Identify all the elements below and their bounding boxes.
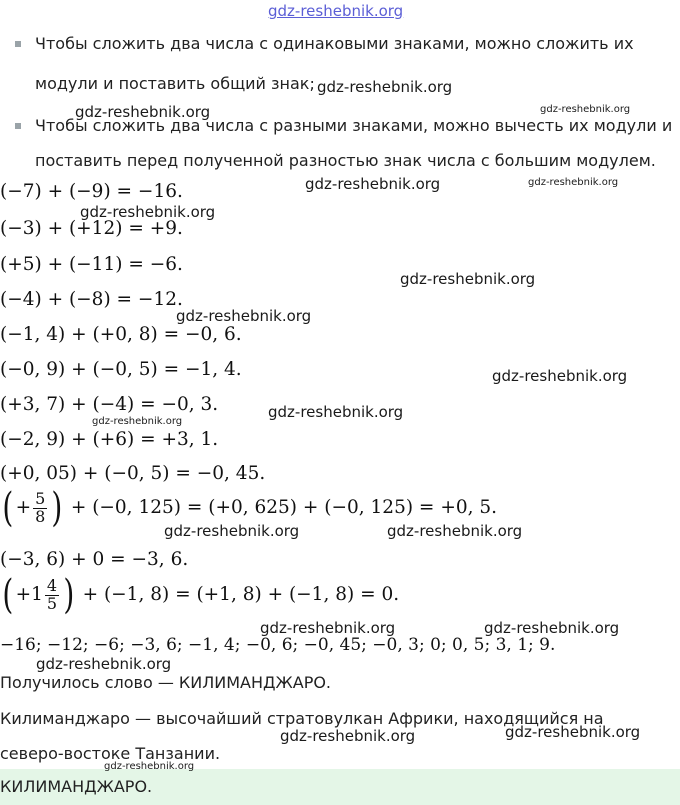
watermark: gdz-reshebnik.org [280, 727, 416, 745]
watermark-top[interactable]: gdz-reshebnik.org [268, 2, 404, 20]
equation-10: (−3, 6) + 0 = −3, 6. [0, 549, 189, 570]
equation-3: (+5) + (−11) = −6. [0, 254, 183, 275]
fraction-sign: + [15, 497, 32, 518]
equation-1: (−7) + (−9) = −16. [0, 181, 183, 202]
watermark: gdz-reshebnik.org [75, 103, 211, 121]
equation-8: (−2, 9) + (+6) = +3, 1. [0, 429, 219, 450]
equation-fraction-1: ( + $\frac{5}{8}$ ) + (−0, 125) = (+0, 625) + (−0, 125) = +0, 5. [2, 485, 497, 531]
watermark: gdz-reshebnik.org [92, 416, 183, 427]
equation-fraction-2-rest: + (−1, 8) = (+1, 8) + (−1, 8) = 0. [82, 584, 400, 605]
watermark: gdz-reshebnik.org [164, 522, 300, 540]
watermark: gdz-reshebnik.org [387, 522, 523, 540]
equation-6: (−0, 9) + (−0, 5) = −1, 4. [0, 359, 242, 380]
fraction-numerator: 5 [35, 488, 46, 508]
rule-2-line-1: Чтобы сложить два числа с разными знаками, можно вычесть их модули и [35, 116, 673, 135]
watermark: gdz-reshebnik.org [540, 104, 631, 115]
rule-2-line-2: поставить перед полученной разностью знак числа с большим модулем. [35, 151, 656, 170]
fraction-denominator: 8 [35, 506, 46, 526]
equation-fraction-2: ( +1 $\frac{4}{5}$ ) + (−1, 8) = (+1, 8) + (−1, 8) = 0. [2, 572, 400, 618]
watermark: gdz-reshebnik.org [317, 78, 453, 96]
watermark: gdz-reshebnik.org [36, 655, 172, 673]
fraction-sign: +1 [15, 584, 43, 605]
result-line: Получилось слово — КИЛИМАНДЖАРО. [0, 673, 332, 692]
rule-1-line-1: Чтобы сложить два числа с одинаковыми знаками, можно сложить их [35, 34, 634, 53]
watermark: gdz-reshebnik.org [484, 619, 620, 637]
watermark: gdz-reshebnik.org [260, 619, 396, 637]
equation-fraction-1-rest: + (−0, 125) = (+0, 625) + (−0, 125) = +0, 5. [70, 497, 497, 518]
watermark: gdz-reshebnik.org [400, 270, 536, 288]
fraction-denominator: 5 [46, 593, 58, 613]
fraction [33, 488, 47, 526]
bullet-icon [15, 41, 21, 47]
answer-band [0, 769, 680, 805]
watermark: gdz-reshebnik.org [492, 367, 628, 385]
fraction-numerator: 4 [46, 575, 58, 595]
watermark: gdz-reshebnik.org [104, 761, 195, 772]
watermark: gdz-reshebnik.org [528, 177, 619, 188]
description-line-1: Килиманджаро — высочайший стратовулкан Африки, находящийся на [0, 709, 604, 728]
equation-2: (−3) + (+12) = +9. [0, 218, 183, 239]
bullet-icon [15, 123, 21, 129]
watermark: gdz-reshebnik.org [176, 307, 312, 325]
fraction [45, 575, 59, 613]
watermark: gdz-reshebnik.org [80, 203, 216, 221]
equation-5: (−1, 4) + (+0, 8) = −0, 6. [0, 324, 242, 345]
equation-4: (−4) + (−8) = −12. [0, 289, 183, 310]
equation-9: (+0, 05) + (−0, 5) = −0, 45. [0, 463, 266, 484]
equation-7: (+3, 7) + (−4) = −0, 3. [0, 394, 219, 415]
watermark: gdz-reshebnik.org [505, 723, 641, 741]
answer-text: КИЛИМАНДЖАРО. [0, 777, 153, 796]
watermark: gdz-reshebnik.org [268, 403, 404, 421]
description-line-2: северо-востоке Танзании. [0, 744, 221, 763]
rule-1-line-2: модули и поставить общий знак; [35, 74, 315, 93]
watermark: gdz-reshebnik.org [305, 175, 441, 193]
answer-sequence: −16; −12; −6; −3, 6; −1, 4; −0, 6; −0, 45; −0, 3; 0; 0, 5; 3, 1; 9. [0, 635, 556, 655]
